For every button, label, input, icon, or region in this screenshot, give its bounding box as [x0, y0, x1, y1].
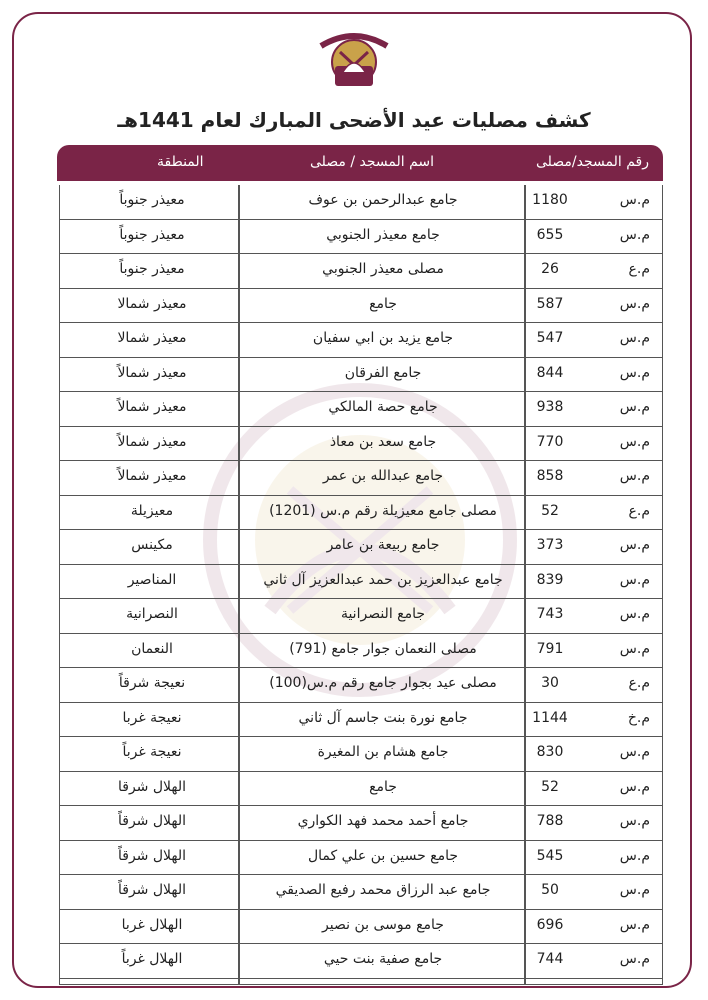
- table-row: [60, 565, 662, 600]
- table-row: [60, 427, 662, 462]
- row-number: 788: [536, 813, 564, 829]
- row-type: م.ع: [628, 261, 650, 277]
- table-row: [60, 461, 662, 496]
- row-region: النصرانية: [126, 606, 178, 622]
- row-type: م.س: [619, 951, 650, 967]
- row-number: 1144: [532, 709, 568, 726]
- row-region: معيذر شمالاً: [117, 399, 187, 415]
- row-number: 587: [536, 295, 564, 312]
- row-type: م.س: [619, 226, 650, 243]
- table-row: [60, 599, 662, 634]
- row-type: م.س: [619, 640, 650, 657]
- row-region: معيذر جنوباً: [119, 192, 185, 208]
- row-type: م.س: [619, 330, 650, 346]
- row-number: 655: [536, 226, 564, 243]
- qatar-emblem-icon: [313, 26, 395, 92]
- table-row: [60, 806, 662, 841]
- row-region: الهلال شرقا: [118, 778, 186, 795]
- row-region: معيذر شمالاً: [117, 364, 187, 381]
- row-number: 52: [541, 778, 559, 795]
- row-type: م.س: [619, 192, 650, 208]
- row-region: النعمان: [131, 640, 173, 657]
- table-row: [60, 289, 662, 324]
- mosques-table: [59, 185, 663, 985]
- table-row: [60, 220, 662, 255]
- table-row: [60, 772, 662, 807]
- row-name: جامع نورة بنت جاسم آل ثاني: [298, 709, 468, 726]
- row-type: م.س: [619, 433, 650, 450]
- row-number: 844: [536, 364, 564, 381]
- row-name: جامع صفية بنت حيي: [323, 951, 443, 967]
- table-row: [60, 530, 662, 565]
- row-name: جامع يزيد بن ابي سفيان: [312, 330, 454, 346]
- page-title: كشف مصليات عيد الأضحى المبارك لعام 1441هـ: [117, 108, 591, 132]
- row-name: مصلى النعمان جوار جامع (791): [289, 640, 477, 657]
- table-row: [60, 634, 662, 669]
- row-name: جامع عبدالله بن عمر: [322, 468, 444, 484]
- table-row: [60, 703, 662, 738]
- row-name: جامع أحمد محمد فهد الكواري: [297, 813, 469, 829]
- row-name: جامع النصرانية: [340, 606, 426, 622]
- row-type: م.س: [619, 364, 650, 381]
- row-number: 1180: [532, 192, 568, 208]
- row-number: 938: [536, 399, 564, 415]
- row-type: م.س: [619, 813, 650, 829]
- row-number: 30: [541, 675, 559, 691]
- row-number: 547: [536, 330, 564, 346]
- row-region: الهلال شرقاً: [118, 847, 186, 864]
- row-region: نعيجة شرقاً: [118, 675, 186, 691]
- table-row: [60, 323, 662, 358]
- row-type: م.س: [619, 295, 650, 312]
- row-region: الهلال شرقاً: [118, 813, 186, 829]
- row-type: م.س: [619, 847, 650, 864]
- table-row: [60, 668, 662, 703]
- row-name: جامع عبد الرزاق محمد رفيع الصديقي: [275, 882, 491, 898]
- table-row: [60, 944, 662, 979]
- table-row: [60, 841, 662, 876]
- row-name: جامع: [369, 778, 397, 795]
- row-name: جامع هشام بن المغيرة: [317, 744, 449, 760]
- row-region: معيزيلة: [130, 502, 174, 519]
- row-name: جامع عبدالعزيز بن حمد عبدالعزيز آل ثاني: [263, 571, 503, 588]
- row-number: 373: [536, 537, 564, 553]
- table-row: [60, 875, 662, 910]
- row-name: جامع حصة المالكي: [328, 399, 438, 415]
- row-region: نعيجة غربا: [122, 709, 182, 726]
- row-type: م.س: [619, 399, 650, 415]
- table-header: [57, 145, 663, 181]
- row-name: جامع: [369, 295, 397, 312]
- header-number: رقم المسجد/مصلى: [535, 154, 649, 170]
- row-name: جامع ربيعة بن عامر: [326, 537, 440, 553]
- row-number: 744: [536, 951, 564, 967]
- row-region: المناصير: [127, 571, 177, 588]
- row-region: معيذر شمالاً: [117, 433, 187, 450]
- table-row: [60, 185, 662, 220]
- row-region: معيذر شمالاً: [117, 468, 187, 484]
- row-name: جامع الفرقان: [344, 364, 422, 381]
- row-name: جامع معيذر الجنوبي: [326, 226, 440, 243]
- row-name: جامع سعد بن معاذ: [329, 433, 437, 450]
- row-name: مصلى معيذر الجنوبي: [322, 261, 444, 277]
- table-row: [60, 358, 662, 393]
- row-number: 791: [536, 640, 564, 657]
- table-row: [60, 737, 662, 772]
- row-name: جامع حسين بن علي كمال: [307, 847, 459, 864]
- row-region: نعيجة غرباً: [122, 744, 182, 760]
- row-number: 770: [536, 433, 564, 450]
- row-number: 50: [541, 882, 559, 898]
- row-type: م.س: [619, 916, 650, 933]
- row-region: معيذر جنوباً: [119, 226, 185, 243]
- table-row: [60, 254, 662, 289]
- row-name: جامع موسى بن نصير: [322, 916, 444, 933]
- header-name: اسم المسجد / مصلى: [309, 154, 435, 170]
- row-number: 545: [536, 847, 564, 864]
- row-type: م.ع: [628, 502, 650, 519]
- row-region: معيذر شمالا: [117, 295, 187, 312]
- row-number: 743: [536, 606, 564, 622]
- row-type: م.س: [619, 571, 650, 588]
- row-name: جامع عبدالرحمن بن عوف: [308, 192, 458, 208]
- row-type: م.س: [619, 606, 650, 622]
- row-region: الهلال غربا: [121, 916, 183, 933]
- row-type: م.س: [619, 468, 650, 484]
- row-number: 26: [541, 261, 559, 277]
- row-type: م.س: [619, 744, 650, 760]
- row-type: م.خ: [627, 709, 650, 726]
- row-type: م.س: [619, 537, 650, 553]
- row-type: م.س: [619, 882, 650, 898]
- row-number: 839: [536, 571, 564, 588]
- row-region: مكينس: [131, 537, 173, 553]
- row-region: الهلال غرباً: [121, 951, 183, 967]
- row-name: مصلى عيد بجوار جامع رقم م.س(100): [269, 675, 497, 691]
- row-type: م.ع: [628, 675, 650, 691]
- table-row: [60, 392, 662, 427]
- row-number: 830: [536, 744, 564, 760]
- row-type: م.س: [619, 778, 650, 795]
- header-region: المنطقة: [157, 154, 204, 170]
- table-row: [60, 496, 662, 531]
- row-name: مصلى جامع معيزيلة رقم م.س (1201): [269, 502, 497, 519]
- row-number: 52: [541, 502, 559, 519]
- table-row: [60, 910, 662, 945]
- row-region: معيذر شمالا: [117, 330, 187, 346]
- row-number: 858: [536, 468, 564, 484]
- row-region: معيذر جنوباً: [119, 261, 185, 277]
- row-number: 696: [536, 916, 564, 933]
- row-region: الهلال شرقاً: [118, 882, 186, 898]
